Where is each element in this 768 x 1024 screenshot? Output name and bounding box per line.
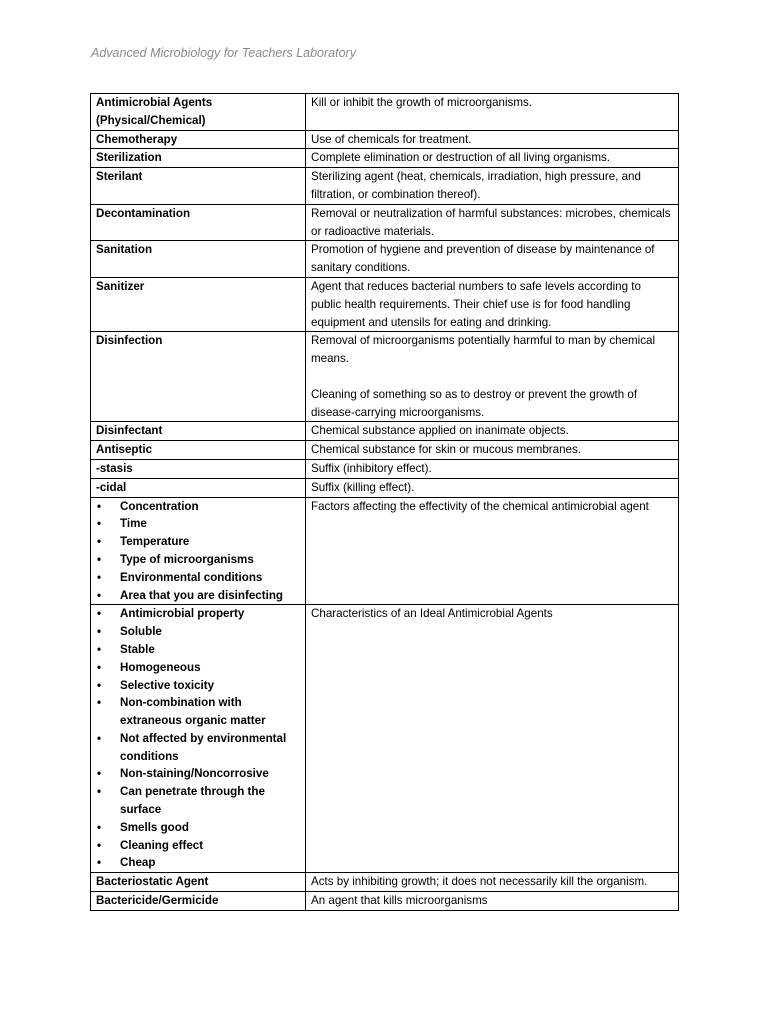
table-row: [91, 892, 679, 911]
term-cell: Sanitation: [91, 241, 306, 278]
definition-text: Suffix (killing effect).: [311, 480, 415, 494]
table-row: [91, 94, 679, 131]
bullet-icon: •: [97, 785, 102, 799]
term-cell: Antiseptic: [91, 441, 306, 460]
definition-text: Cleaning of something so as to destroy or prevent the growth of disease-carrying microorganisms.: [311, 387, 638, 419]
table-row: [91, 605, 679, 873]
list-item: [96, 498, 301, 516]
list-item: [96, 854, 301, 872]
definition-cell: [306, 422, 679, 441]
table-row: [91, 497, 679, 605]
list-item-label: Cheap: [120, 856, 156, 870]
list-item-label: Can penetrate through the surface: [120, 785, 265, 817]
bullet-list: [96, 605, 301, 872]
table-row: [91, 478, 679, 497]
bullet-icon: •: [97, 767, 102, 781]
definition-cell: [306, 130, 679, 149]
bullet-icon: •: [97, 642, 102, 656]
definition-text: Use of chemicals for treatment.: [311, 132, 472, 146]
definition-text: Promotion of hygiene and prevention of disease by maintenance of sanitary conditions.: [311, 243, 655, 275]
definition-cell: [306, 168, 679, 205]
term-cell: Bactericide/Germicide: [91, 892, 306, 911]
list-item-label: Temperature: [120, 535, 190, 549]
list-item: [96, 694, 301, 730]
term-cell: Bacteriostatic Agent: [91, 873, 306, 892]
list-item-label: Smells good: [120, 820, 189, 834]
term-cell: Antimicrobial Agents (Physical/Chemical): [91, 94, 306, 131]
definition-cell: [306, 332, 679, 422]
glossary-table: [90, 93, 679, 911]
list-item: [96, 765, 301, 783]
bullet-icon: •: [97, 625, 102, 639]
table-row: [91, 332, 679, 422]
table-row: [91, 168, 679, 205]
bullet-icon: •: [97, 499, 102, 513]
term-cell: Sanitizer: [91, 277, 306, 331]
list-item-label: Antimicrobial property: [120, 607, 245, 621]
bullet-list-cell: [91, 497, 306, 605]
list-item: [96, 551, 301, 569]
term-cell: Decontamination: [91, 204, 306, 241]
term-cell: Disinfection: [91, 332, 306, 422]
table-row: [91, 149, 679, 168]
glossary-table-body: [91, 94, 679, 911]
list-item: [96, 569, 301, 587]
page-header: Advanced Microbiology for Teachers Laboratory: [91, 46, 356, 60]
table-row: [91, 130, 679, 149]
term-cell: -cidal: [91, 478, 306, 497]
list-item: [96, 515, 301, 533]
definition-text: Chemical substance applied on inanimate objects.: [311, 424, 569, 438]
list-item-label: Soluble: [120, 625, 162, 639]
table-row: [91, 422, 679, 441]
list-item-label: Not affected by environmental conditions: [120, 731, 287, 763]
definition-cell: [306, 892, 679, 911]
definition-text: Acts by inhibiting growth; it does not necessarily kill the organism.: [311, 875, 648, 889]
list-item-label: Cleaning effect: [120, 838, 204, 852]
definition-text: Removal or neutralization of harmful substances: microbes, chemicals or radioactive materials.: [311, 206, 671, 238]
definition-text: Sterilizing agent (heat, chemicals, irradiation, high pressure, and filtration, or combination thereof).: [311, 170, 641, 201]
list-item: [96, 783, 301, 819]
term-cell: -stasis: [91, 459, 306, 478]
bullet-icon: •: [97, 535, 102, 549]
definition-text: Agent that reduces bacterial numbers to safe levels according to public health requirements. Their chief use is for food handling equipment and utensils for eating and drinking.: [311, 279, 641, 329]
table-row: [91, 873, 679, 892]
definition-text: Removal of microorganisms potentially harmful to man by chemical means.: [311, 334, 656, 366]
definition-cell: [306, 204, 679, 241]
table-row: [91, 241, 679, 278]
list-item-label: Homogeneous: [120, 660, 201, 674]
bullet-icon: •: [97, 552, 102, 566]
bullet-icon: •: [97, 588, 102, 602]
bullet-icon: •: [97, 820, 102, 834]
list-item-label: Non-staining/Noncorrosive: [120, 767, 269, 781]
list-item: [96, 837, 301, 855]
bullet-icon: •: [97, 838, 102, 852]
definition-text: Complete elimination or destruction of all living organisms.: [311, 151, 610, 165]
list-item: [96, 587, 301, 605]
list-item-label: Non-combination with extraneous organic matter: [120, 696, 266, 728]
bullet-list: [96, 498, 301, 605]
list-item: [96, 819, 301, 837]
definition-text: An agent that kills microorganisms: [311, 894, 488, 908]
definition-cell: [306, 241, 679, 278]
table-row: [91, 204, 679, 241]
list-item-label: Type of microorganisms: [120, 552, 254, 566]
definition-cell: [306, 459, 679, 478]
bullet-list-cell: [91, 605, 306, 873]
list-item-label: Time: [120, 517, 147, 531]
definition-cell: Characteristics of an Ideal Antimicrobial Agents: [306, 605, 679, 873]
term-cell: Sterilization: [91, 149, 306, 168]
bullet-icon: •: [97, 660, 102, 674]
definition-cell: [306, 149, 679, 168]
list-item: [96, 533, 301, 551]
list-item: [96, 730, 301, 766]
list-item: [96, 623, 301, 641]
definition-cell: [306, 94, 679, 131]
definition-text: Suffix (inhibitory effect).: [311, 461, 432, 475]
list-item: [96, 605, 301, 623]
list-item: [96, 641, 301, 659]
bullet-icon: •: [97, 856, 102, 870]
list-item: [96, 659, 301, 677]
definition-cell: [306, 441, 679, 460]
term-cell: Sterilant: [91, 168, 306, 205]
term-cell: Chemotherapy: [91, 130, 306, 149]
bullet-icon: •: [97, 607, 102, 621]
definition-cell: [306, 478, 679, 497]
bullet-icon: •: [97, 678, 102, 692]
definition-text: Kill or inhibit the growth of microorganisms.: [311, 96, 533, 109]
list-item-label: Environmental conditions: [120, 570, 263, 584]
definition-text: Chemical substance for skin or mucous membranes.: [311, 443, 581, 457]
list-item-label: Area that you are disinfecting: [120, 588, 283, 602]
definition-cell: Factors affecting the effectivity of the chemical antimicrobial agent: [306, 497, 679, 605]
bullet-icon: •: [97, 731, 102, 745]
list-item: [96, 677, 301, 695]
table-row: [91, 441, 679, 460]
bullet-icon: •: [97, 517, 102, 531]
term-cell: Disinfectant: [91, 422, 306, 441]
bullet-icon: •: [97, 696, 102, 710]
list-item-label: Selective toxicity: [120, 678, 215, 692]
definition-cell: [306, 277, 679, 331]
definition-cell: [306, 873, 679, 892]
list-item-label: Stable: [120, 642, 155, 656]
list-item-label: Concentration: [120, 499, 199, 513]
bullet-icon: •: [97, 570, 102, 584]
table-row: [91, 459, 679, 478]
table-row: [91, 277, 679, 331]
